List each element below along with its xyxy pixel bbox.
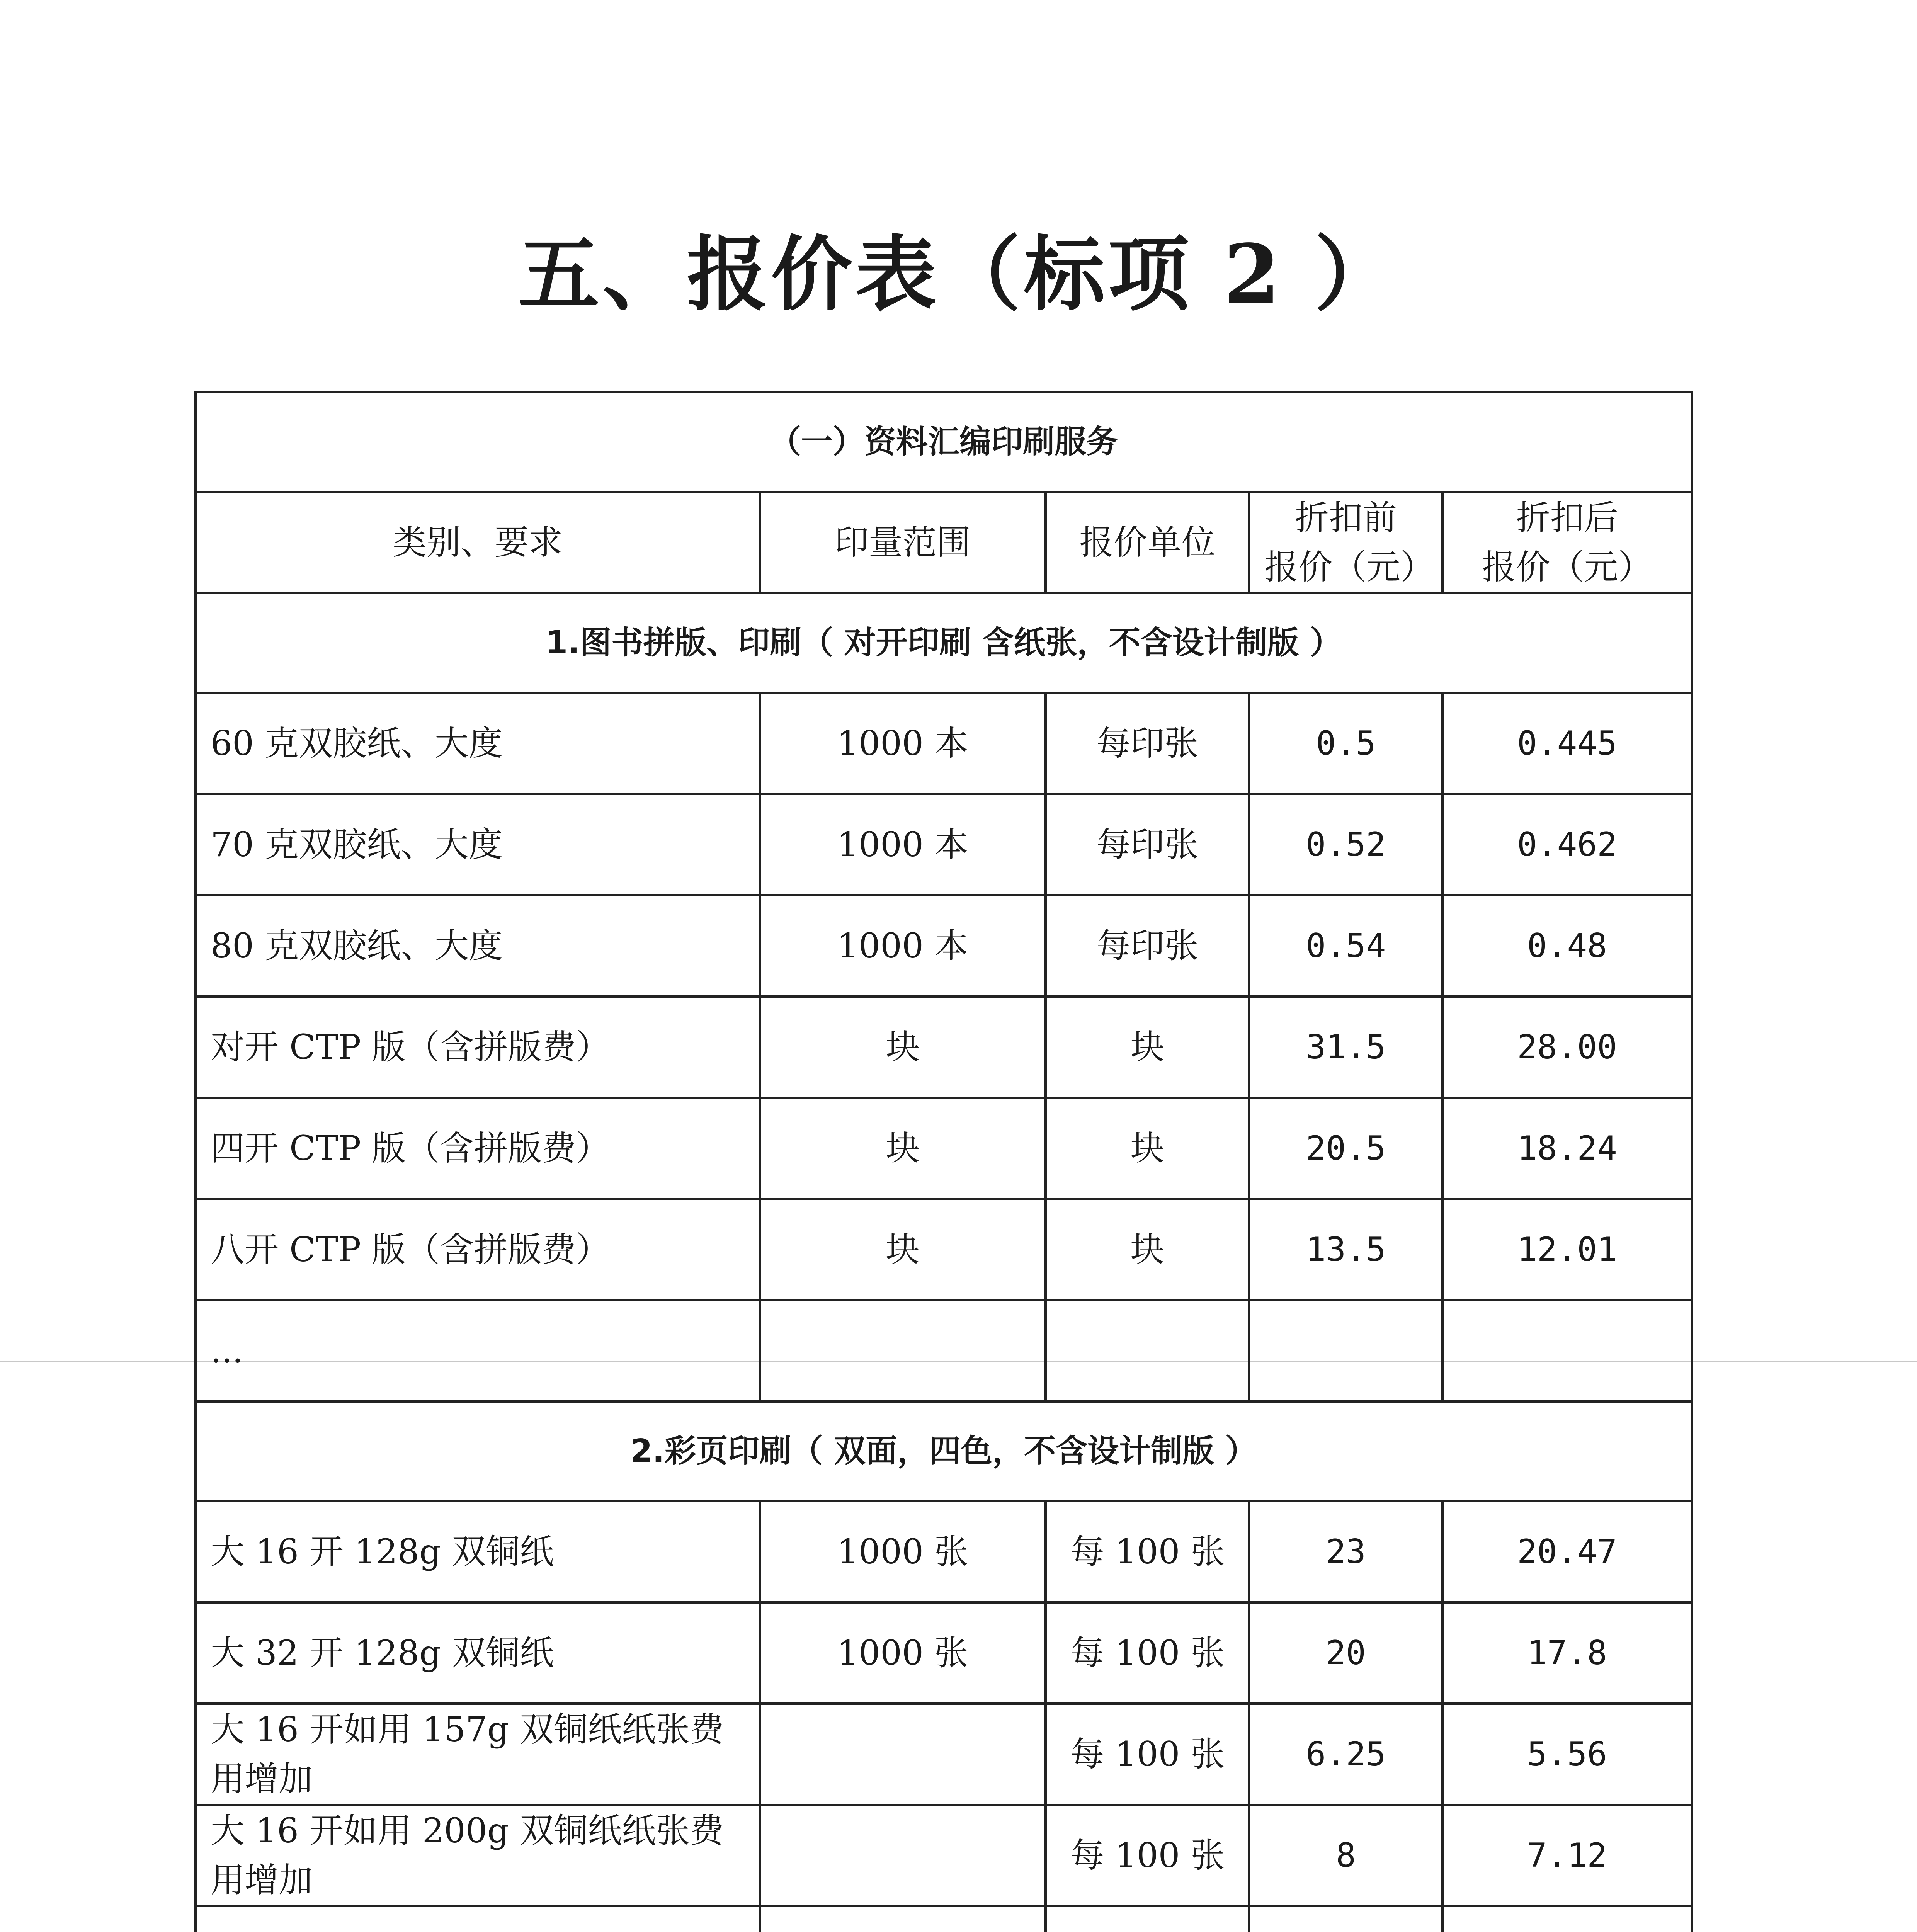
cell-unit: 每 100 张 <box>1046 1704 1249 1805</box>
cell-price-before: 6.25 <box>1249 1704 1442 1805</box>
cell-price-after <box>1442 1300 1692 1401</box>
group-title: 1.图书拼版、印刷（ 对开印刷 含纸张，不含设计制版 ） <box>196 593 1692 693</box>
table-row <box>196 1098 1692 1199</box>
cell-price-before <box>1249 1906 1442 1932</box>
table-row <box>196 794 1692 895</box>
cell-price-before: 13.5 <box>1249 1199 1442 1300</box>
cell-price-after: 12.01 <box>1442 1199 1692 1300</box>
cell-category: 四开 CTP 版（含拼版费） <box>196 1098 760 1199</box>
table-row <box>196 1906 1692 1932</box>
cell-unit: 每 100 张 <box>1046 1805 1249 1906</box>
cell-price-before: 20.5 <box>1249 1098 1442 1199</box>
cell-unit: 每印张 <box>1046 794 1249 895</box>
cell-unit: 每印张 <box>1046 693 1249 794</box>
cell-unit: 每印张 <box>1046 895 1249 997</box>
cell-quantity-range <box>760 1906 1046 1932</box>
header-row <box>196 492 1692 593</box>
cell-unit: 块 <box>1046 997 1249 1098</box>
cell-category: 大 32 开 128g 双铜纸 <box>196 1602 760 1704</box>
cell-price-before: 23 <box>1249 1501 1442 1602</box>
cell-quantity-range <box>760 1805 1046 1906</box>
table-row <box>196 1300 1692 1401</box>
cell-category: 大 16 开如用 157g 双铜纸纸张费用增加 <box>196 1704 760 1805</box>
cell-unit: 每 100 张 <box>1046 1501 1249 1602</box>
cell-price-before: 0.52 <box>1249 794 1442 895</box>
table-row <box>196 1501 1692 1602</box>
cell-category: 八开 CTP 版（含拼版费） <box>196 1199 760 1300</box>
table-row <box>196 1805 1692 1906</box>
header-price-after: 折扣后 报价（元） <box>1442 492 1692 593</box>
cell-quantity-range: 1000 本 <box>760 895 1046 997</box>
cell-quantity-range: 1000 张 <box>760 1602 1046 1704</box>
cell-quantity-range: 块 <box>760 997 1046 1098</box>
table-row <box>196 1704 1692 1805</box>
cell-unit <box>1046 1906 1249 1932</box>
cell-price-before: 0.5 <box>1249 693 1442 794</box>
cell-quantity-range: 块 <box>760 1098 1046 1199</box>
section-row <box>196 392 1692 492</box>
cell-price-before: 31.5 <box>1249 997 1442 1098</box>
table-row <box>196 1199 1692 1300</box>
table-row <box>196 997 1692 1098</box>
cell-unit: 块 <box>1046 1098 1249 1199</box>
table-row <box>196 693 1692 794</box>
cell-category: 对开 CTP 版（含拼版费） <box>196 997 760 1098</box>
cell-category: 大 16 开 128g 双铜纸 <box>196 1501 760 1602</box>
cell-price-after <box>1442 1906 1692 1932</box>
cell-price-after: 7.12 <box>1442 1805 1692 1906</box>
cell-price-after: 0.462 <box>1442 794 1692 895</box>
quote-table-body <box>196 392 1692 1932</box>
cell-unit: 每 100 张 <box>1046 1602 1249 1704</box>
cell-quantity-range: 1000 张 <box>760 1501 1046 1602</box>
group-title-row <box>196 1401 1692 1501</box>
cell-price-after: 0.48 <box>1442 895 1692 997</box>
cell-price-after: 20.47 <box>1442 1501 1692 1602</box>
cell-quantity-range: 块 <box>760 1199 1046 1300</box>
cell-unit: 块 <box>1046 1199 1249 1300</box>
cell-quantity-range <box>760 1300 1046 1401</box>
cell-price-after: 28.00 <box>1442 997 1692 1098</box>
cell-price-after: 17.8 <box>1442 1602 1692 1704</box>
group-title: 2.彩页印刷（ 双面，四色，不含设计制版 ） <box>196 1401 1692 1501</box>
group-title-row <box>196 593 1692 693</box>
header-price-before: 折扣前 报价（元） <box>1249 492 1442 593</box>
cell-price-before: 8 <box>1249 1805 1442 1906</box>
cell-category: 大 16 开如用 200g 双铜纸纸张费用增加 <box>196 1805 760 1906</box>
cell-category: 70 克双胶纸、大度 <box>196 794 760 895</box>
cell-unit <box>1046 1300 1249 1401</box>
header-quantity-range: 印量范围 <box>760 492 1046 593</box>
page-title: 五、报价表（标项 2 ） <box>518 226 1399 322</box>
header-unit: 报价单位 <box>1046 492 1249 593</box>
section-title: （一）资料汇编印刷服务 <box>196 392 1692 492</box>
cell-price-after: 18.24 <box>1442 1098 1692 1199</box>
table-row <box>196 895 1692 997</box>
header-category: 类别、要求 <box>196 492 760 593</box>
cell-quantity-range <box>760 1704 1046 1805</box>
cell-quantity-range: 1000 本 <box>760 693 1046 794</box>
cell-category <box>196 1906 760 1932</box>
cell-category: 60 克双胶纸、大度 <box>196 693 760 794</box>
cell-price-after: 0.445 <box>1442 693 1692 794</box>
cell-category: ... <box>196 1300 760 1401</box>
cell-quantity-range: 1000 本 <box>760 794 1046 895</box>
cell-price-before: 0.54 <box>1249 895 1442 997</box>
cell-price-after: 5.56 <box>1442 1704 1692 1805</box>
cell-price-before: 20 <box>1249 1602 1442 1704</box>
cell-category: 80 克双胶纸、大度 <box>196 895 760 997</box>
quote-table <box>194 391 1693 1932</box>
cell-price-before <box>1249 1300 1442 1401</box>
table-row <box>196 1602 1692 1704</box>
